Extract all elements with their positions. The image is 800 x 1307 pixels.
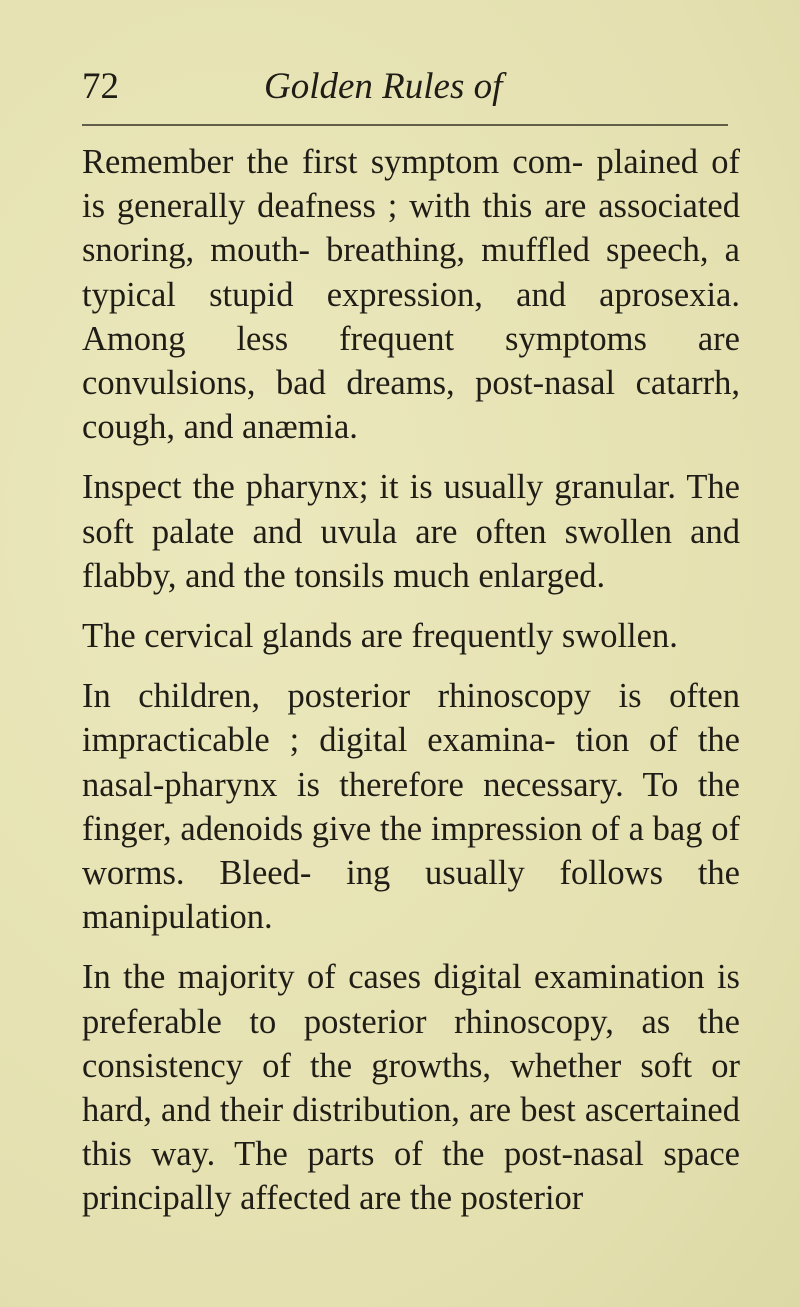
paragraph: Inspect the pharynx; it is usually granular. The soft palate and uvula are often swollen and flabby, and the tonsils much enlarged. [82,468,740,595]
page-number: 72 [82,66,119,107]
header-rule [82,124,728,126]
paragraph: The cervical glands are frequently swollen. [82,617,678,656]
paragraph: In the majority of cases digital examination is preferable to posterior rhinoscopy, as the consistency of the growths, whether soft or hard, and their distribution, are best ascertained this way. The parts of the post-nasal space principally affected are the posterior [82,958,740,1218]
running-title: Golden Rules of [264,66,503,107]
paragraph: In children, posterior rhinoscopy is often impracticable ; digital examina- tion of the nasal-pharynx is therefore necessary. To the finger, adenoids give the impression of a bag of worms. Bleed- ing usually follows the manipulation. [82,677,740,937]
page-header [82,62,722,112]
paragraph: Remember the first symptom com- plained of is generally deafness ; with this are associated snoring, mouth- breathing, muffled speech, a typical stupid expression, and aprosexia. Among less frequent symptoms are convulsions, bad dreams, post-nasal catarrh, cough, and anæmia. [82,143,740,447]
body-text [82,140,740,1237]
